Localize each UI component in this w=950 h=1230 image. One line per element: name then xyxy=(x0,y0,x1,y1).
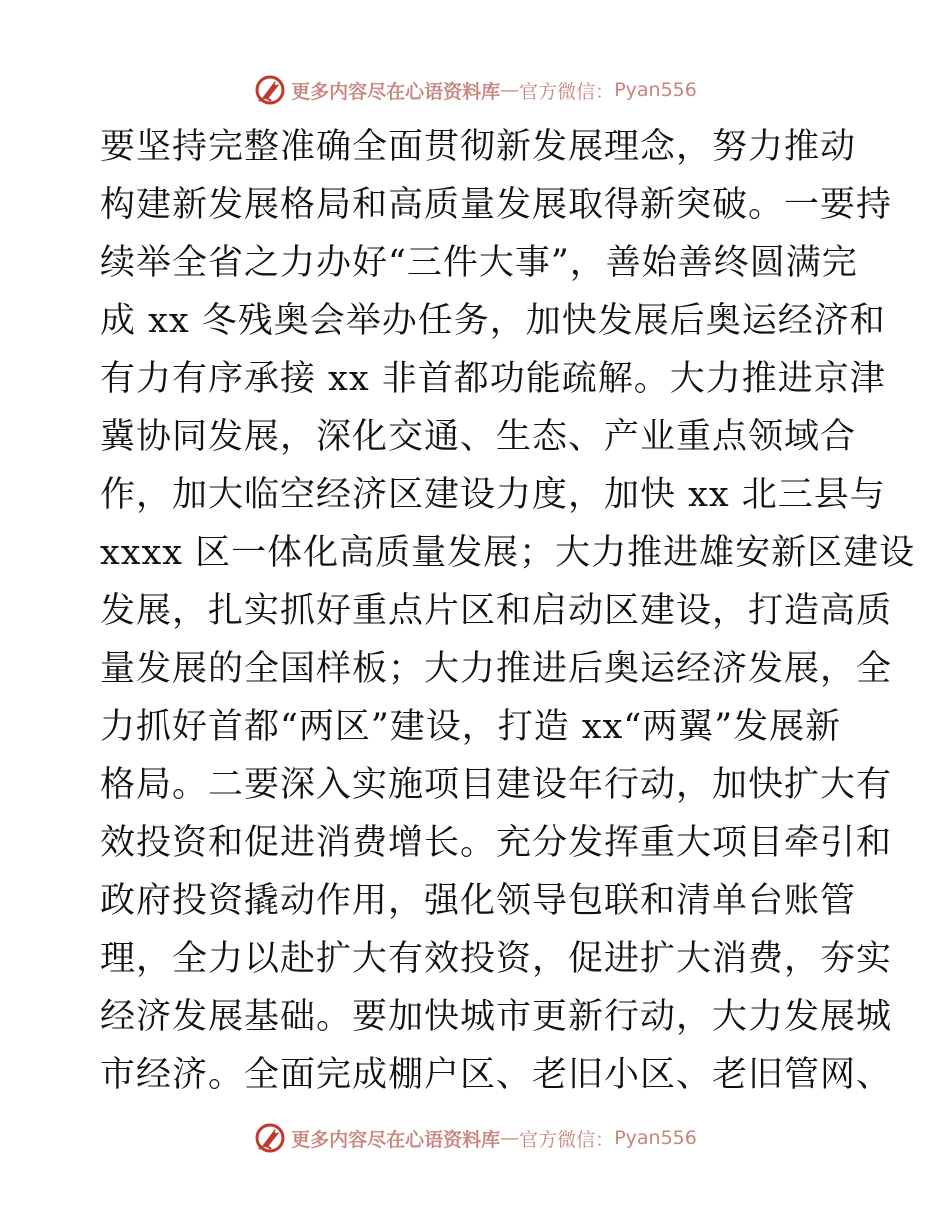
body-line: 政府投资撬动作用，强化领导包联和清单台账管 xyxy=(100,881,857,921)
body-line: 发展，扎实抓好重点片区和启动区建设，打造高质 xyxy=(100,591,893,631)
body-line: 冀协同发展，深化交通、生态、产业重点领域合 xyxy=(100,417,857,457)
body-line: 理，全力以赴扩大有效投资，促进扩大消费，夯实 xyxy=(100,939,893,979)
body-line: 成 xx 冬残奥会举办任务，加快发展后奥运经济和 xyxy=(100,301,886,341)
header-banner-text: 更多内容尽在心语资料库 xyxy=(291,80,501,103)
body-line: 构建新发展格局和高质量发展取得新突破。一要持 xyxy=(100,185,893,225)
header-banner-wechat-id: Pyan556 xyxy=(614,79,697,101)
footer-banner-label: 官方微信： xyxy=(519,1128,615,1151)
header-watermark-banner xyxy=(0,70,950,110)
body-line: 量发展的全国样板；大力推进后奥运经济发展，全 xyxy=(100,649,893,689)
body-line: 有力有序承接 xx 非首都功能疏解。大力推进京津 xyxy=(100,359,886,399)
body-line: 经济发展基础。要加快城市更新行动，大力发展城 xyxy=(100,997,893,1037)
footer-banner-text: 更多内容尽在心语资料库 xyxy=(291,1128,501,1151)
header-banner-dash: — xyxy=(500,79,520,101)
body-line: 续举全省之力办好“三件大事”，善始善终圆满完 xyxy=(100,243,858,283)
footer-banner-wechat-id: Pyan556 xyxy=(614,1127,697,1149)
body-line: 市经济。全面完成棚户区、老旧小区、老旧管网、 xyxy=(100,1055,893,1095)
body-line: 作，加大临空经济区建设力度，加快 xx 北三县与 xyxy=(100,475,886,515)
body-line: 格局。二要深入实施项目建设年行动，加快扩大有 xyxy=(100,765,893,805)
pen-nib-logo-icon xyxy=(253,1121,287,1155)
pen-nib-logo-icon xyxy=(253,73,287,107)
footer-banner-dash: — xyxy=(500,1127,520,1149)
body-line: xxxx 区一体化高质量发展；大力推进雄安新区建设 xyxy=(100,533,916,573)
body-line: 力抓好首都“两区”建设，打造 xx“两翼”发展新 xyxy=(100,707,842,747)
body-line: 要坚持完整准确全面贯彻新发展理念，努力推动 xyxy=(100,127,857,167)
header-banner-label: 官方微信： xyxy=(519,80,615,103)
body-line: 效投资和促进消费增长。充分发挥重大项目牵引和 xyxy=(100,823,893,863)
footer-watermark-banner xyxy=(0,1118,950,1158)
